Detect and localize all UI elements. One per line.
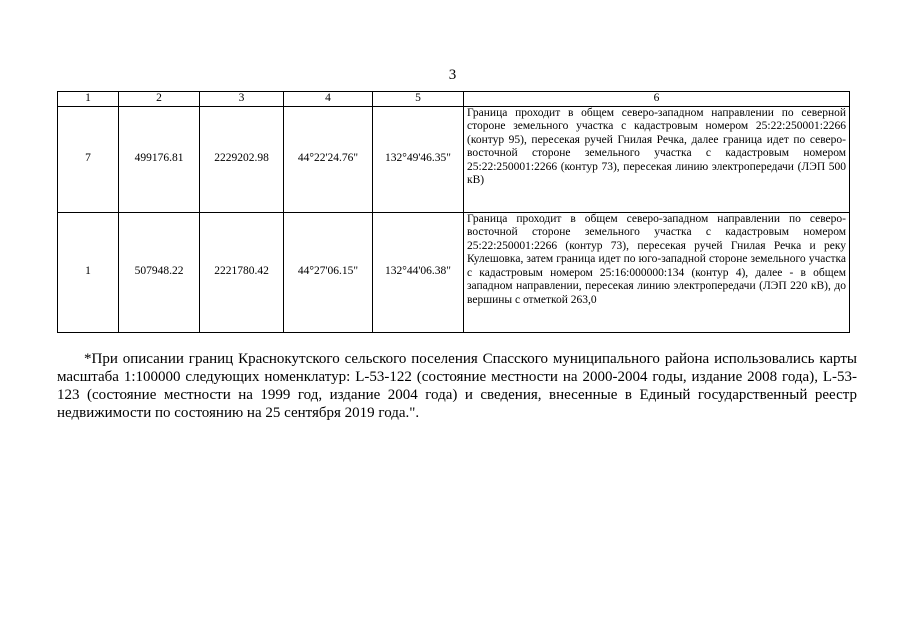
longitude-cell: 132°49'46.35" [373,106,464,212]
table-row [58,106,850,212]
column-header: 5 [373,92,464,107]
y-coordinate-cell: 2221780.42 [200,212,284,332]
column-header: 4 [284,92,373,107]
table-header-row [58,92,850,107]
description-cell: Граница проходит в общем северо-западном направлении по северо-восточной стороне земельного участка с кадастровым номером 25:22:250001:2266 (контур 73), пересекая ручей Гнилая Речка и реку Кулешовка, затем граница идет по юго-западной стороне земельного участка с кадастровым номером 25:16:000000:134 (контур 4), далее - в общем западном направлении, пересекая линию электропередачи (ЛЭП 220 кВ), до вершины с отметкой 263,0 [464,212,850,332]
column-header: 2 [119,92,200,107]
x-coordinate-cell: 499176.81 [119,106,200,212]
description-cell: Граница проходит в общем северо-западном направлении по северной стороне земельного участка с кадастровым номером 25:22:250001:2266 (контур 95), пересекая ручей Гнилая Речка, далее граница идет по северо-восточной стороне земельного участка с кадастровым номером 25:22:250001:2266 (контур 73), пересекая линию электропередачи (ЛЭП 500 кВ) [464,106,850,212]
point-number-cell: 1 [58,212,119,332]
page-number: 3 [448,67,457,83]
longitude-cell: 132°44'06.38" [373,212,464,332]
boundary-table [57,91,850,333]
column-header: 1 [58,92,119,107]
column-header: 6 [464,92,850,107]
y-coordinate-cell: 2229202.98 [200,106,284,212]
column-header: 3 [200,92,284,107]
point-number-cell: 7 [58,106,119,212]
latitude-cell: 44°27'06.15" [284,212,373,332]
x-coordinate-cell: 507948.22 [119,212,200,332]
latitude-cell: 44°22'24.76" [284,106,373,212]
table-row [58,212,850,332]
footnote: *При описании границ Краснокутского сельского поселения Спасского муниципального района использовались карты масштаба 1:100000 следующих номенклатур: L-53-122 (состояние местности на 2000-2004 годы, издание 2008 года), L-53-123 (состояние местности на 1999 год, издание 2004 года) и сведения, внесенные в Единый государственный реестр недвижимости по состоянию на 25 сентября 2019 года.". [57,351,857,421]
